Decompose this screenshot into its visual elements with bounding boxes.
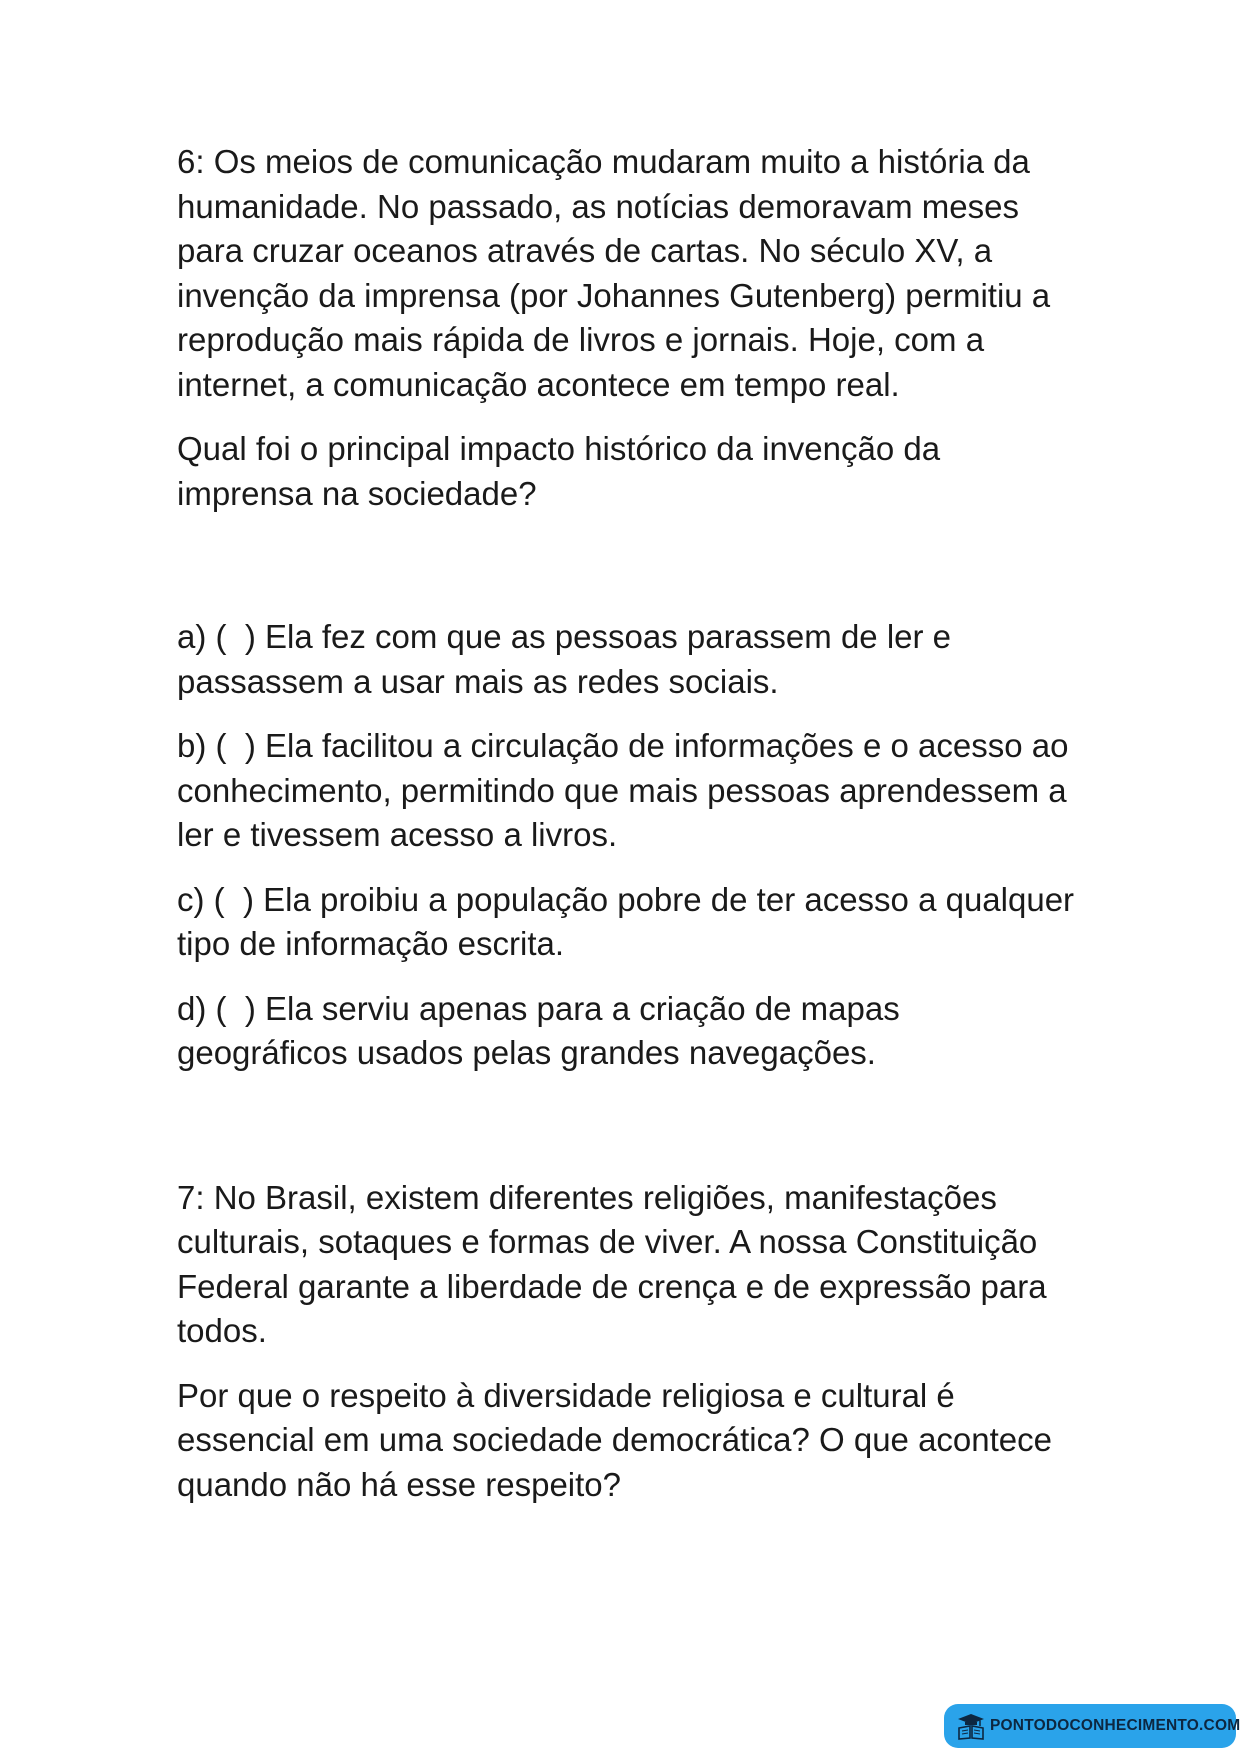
option-a: a) ( ) Ela fez com que as pessoas parassem de ler e passassem a usar mais as redes sociais.	[177, 618, 952, 700]
question-6-intro: 6: Os meios de comunicação mudaram muito a história da humanidade. No passado, as notícias demoravam meses para cruzar oceanos através de cartas. No século XV, a invenção da imprensa (por Johannes Gutenberg) permitiu a reprodução mais rápida de livros e jornais. Hoje, com a internet, a comunicação acontece em tempo real.	[177, 143, 1051, 403]
document-page	[177, 140, 1077, 1507]
question-7-intro: 7: No Brasil, existem diferentes religiões, manifestações culturais, sotaques e formas de viver. A nossa Constituição Federal garante a liberdade de crença e de expressão para todos.	[177, 1178, 1047, 1349]
graduation-book-icon	[956, 1711, 986, 1741]
option-b: b) ( ) Ela facilitou a circulação de informações e o acesso ao conhecimento, permitindo que mais pessoas aprendessem a ler e tivessem acesso a livros.	[177, 727, 1069, 853]
question-6-options	[177, 615, 1077, 1076]
option-d: d) ( ) Ela serviu apenas para a criação de mapas geográficos usados pelas grandes navegações.	[177, 989, 900, 1071]
option-c: c) ( ) Ela proibiu a população pobre de ter acesso a qualquer tipo de informação escrita.	[177, 880, 1075, 962]
site-badge-text: PONTODOCONHECIMENTO.COM	[990, 1717, 1241, 1734]
site-badge-link[interactable]	[944, 1704, 1241, 1748]
question-7-prompt: Por que o respeito à diversidade religiosa e cultural é essencial em uma sociedade democrática? O que acontece quando não há esse respeito?	[177, 1376, 1052, 1503]
question-6-prompt: Qual foi o principal impacto histórico da invenção da imprensa na sociedade?	[177, 430, 941, 512]
